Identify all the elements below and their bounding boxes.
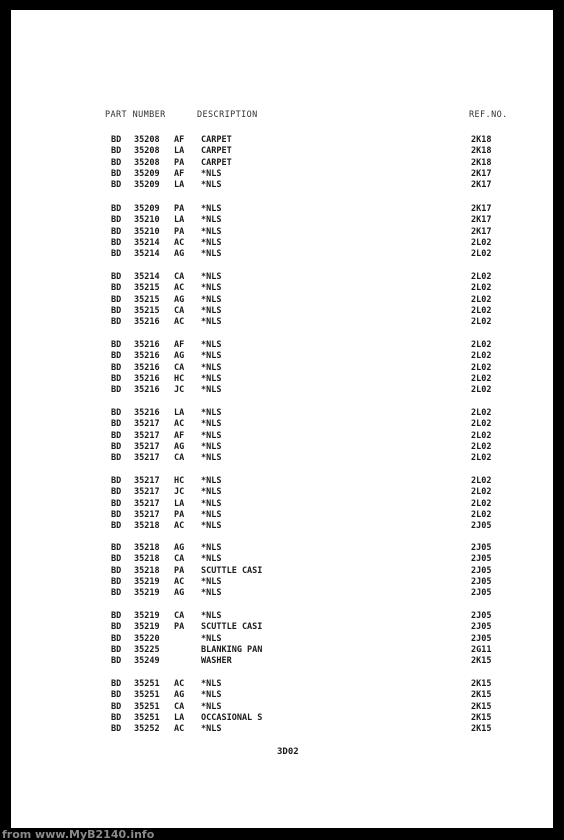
part-number: 35219 bbox=[134, 611, 160, 621]
list-item bbox=[11, 611, 511, 622]
part-prefix: BD bbox=[111, 408, 122, 418]
part-prefix: BD bbox=[111, 690, 122, 701]
list-item bbox=[11, 135, 511, 146]
ref-number: 2K17 bbox=[471, 180, 492, 191]
ref-number: 2L02 bbox=[471, 272, 492, 282]
list-item bbox=[11, 453, 511, 464]
list-item bbox=[11, 521, 511, 532]
description-header: DESCRIPTION bbox=[197, 110, 258, 120]
part-description: *NLS bbox=[201, 373, 222, 384]
part-description: *NLS bbox=[201, 340, 222, 350]
list-item bbox=[11, 499, 511, 510]
ref-number: 2L02 bbox=[471, 351, 492, 362]
part-prefix: BD bbox=[111, 226, 122, 237]
part-suffix: CA bbox=[174, 272, 185, 282]
part-description: *NLS bbox=[201, 430, 222, 441]
list-item bbox=[11, 622, 511, 633]
part-suffix: HC bbox=[174, 373, 185, 384]
part-number: 35209 bbox=[134, 204, 160, 214]
part-description: *NLS bbox=[201, 362, 222, 373]
part-number: 35217 bbox=[134, 430, 160, 441]
part-prefix: BD bbox=[111, 283, 122, 294]
ref-number: 2K17 bbox=[471, 226, 492, 237]
part-number: 35216 bbox=[134, 385, 160, 396]
part-suffix: LA bbox=[174, 712, 185, 723]
list-item bbox=[11, 510, 511, 521]
part-number: 35217 bbox=[134, 453, 160, 464]
list-item bbox=[11, 713, 511, 724]
part-description: SCUTTLE CASI bbox=[201, 622, 263, 633]
part-number: 35251 bbox=[134, 712, 160, 723]
part-description: *NLS bbox=[201, 498, 222, 509]
part-description: *NLS bbox=[201, 317, 222, 328]
ref-number: 2K15 bbox=[471, 690, 492, 701]
part-suffix: PA bbox=[174, 204, 185, 214]
ref-number: 2K15 bbox=[471, 656, 492, 667]
part-number: 35252 bbox=[134, 724, 160, 735]
part-suffix: CA bbox=[174, 701, 185, 712]
part-description: *NLS bbox=[201, 283, 222, 294]
part-prefix: BD bbox=[111, 611, 122, 621]
part-prefix: BD bbox=[111, 487, 122, 498]
part-suffix: AF bbox=[174, 168, 185, 179]
part-suffix: AC bbox=[174, 521, 185, 532]
part-prefix: BD bbox=[111, 622, 122, 633]
part-suffix: AF bbox=[174, 340, 185, 350]
ref-number: 2J05 bbox=[471, 543, 492, 553]
part-number: 35209 bbox=[134, 168, 160, 179]
microfiche-page bbox=[11, 10, 553, 828]
part-suffix: AC bbox=[174, 679, 185, 689]
part-suffix: AF bbox=[174, 135, 185, 145]
part-suffix: PA bbox=[174, 565, 185, 576]
ref-number: 2L02 bbox=[471, 362, 492, 373]
part-prefix: BD bbox=[111, 441, 122, 452]
ref-number: 2K17 bbox=[471, 168, 492, 179]
list-item bbox=[11, 158, 511, 169]
part-prefix: BD bbox=[111, 237, 122, 248]
svg-text:from www.MyB2140.info: from www.MyB2140.info bbox=[2, 828, 155, 840]
list-item bbox=[11, 656, 511, 667]
part-prefix: BD bbox=[111, 362, 122, 373]
part-description: *NLS bbox=[201, 441, 222, 452]
part-description: *NLS bbox=[201, 408, 222, 418]
part-number: 35216 bbox=[134, 317, 160, 328]
part-prefix: BD bbox=[111, 249, 122, 260]
part-prefix: BD bbox=[111, 272, 122, 282]
fiche-reference: 3D02 bbox=[277, 747, 299, 757]
part-description: *NLS bbox=[201, 453, 222, 464]
list-item bbox=[11, 554, 511, 565]
part-number: 35220 bbox=[134, 633, 160, 644]
part-number: 35216 bbox=[134, 340, 160, 350]
part-number: 35218 bbox=[134, 543, 160, 553]
part-prefix: BD bbox=[111, 215, 122, 226]
part-prefix: BD bbox=[111, 644, 122, 655]
part-description: *NLS bbox=[201, 204, 222, 214]
part-number: 35216 bbox=[134, 351, 160, 362]
part-description: WASHER bbox=[201, 656, 232, 667]
part-description: *NLS bbox=[201, 419, 222, 430]
part-description: CARPET bbox=[201, 146, 232, 157]
list-item bbox=[11, 272, 511, 283]
part-prefix: BD bbox=[111, 701, 122, 712]
part-prefix: BD bbox=[111, 135, 122, 145]
ref-number: 2K15 bbox=[471, 701, 492, 712]
part-suffix: LA bbox=[174, 498, 185, 509]
part-prefix: BD bbox=[111, 340, 122, 350]
list-item bbox=[11, 295, 511, 306]
part-description: *NLS bbox=[201, 521, 222, 532]
part-description: *NLS bbox=[201, 180, 222, 191]
part-suffix: AG bbox=[174, 294, 185, 305]
part-number: 35217 bbox=[134, 476, 160, 486]
ref-number: 2L02 bbox=[471, 476, 492, 486]
part-number: 35214 bbox=[134, 237, 160, 248]
part-suffix: LA bbox=[174, 146, 185, 157]
part-number: 35210 bbox=[134, 215, 160, 226]
part-suffix: LA bbox=[174, 408, 185, 418]
part-prefix: BD bbox=[111, 180, 122, 191]
list-item bbox=[11, 577, 511, 588]
part-number: 35251 bbox=[134, 679, 160, 689]
ref-number: 2J05 bbox=[471, 611, 492, 621]
part-prefix: BD bbox=[111, 305, 122, 316]
list-item bbox=[11, 385, 511, 396]
list-item bbox=[11, 679, 511, 690]
part-number: 35219 bbox=[134, 576, 160, 587]
list-item bbox=[11, 340, 511, 351]
column-headers bbox=[105, 110, 515, 121]
part-description: *NLS bbox=[201, 237, 222, 248]
part-suffix: AG bbox=[174, 249, 185, 260]
list-item bbox=[11, 487, 511, 498]
part-suffix: AC bbox=[174, 317, 185, 328]
list-item bbox=[11, 227, 511, 238]
part-number: 35208 bbox=[134, 146, 160, 157]
ref-number: 2J05 bbox=[471, 633, 492, 644]
list-item bbox=[11, 374, 511, 385]
ref-number: 2J05 bbox=[471, 565, 492, 576]
part-number: 35208 bbox=[134, 157, 160, 168]
ref-number: 2J05 bbox=[471, 588, 492, 599]
part-description: *NLS bbox=[201, 554, 222, 565]
ref-number: 2K15 bbox=[471, 679, 492, 689]
part-suffix: CA bbox=[174, 362, 185, 373]
part-prefix: BD bbox=[111, 385, 122, 396]
ref-number: 2L02 bbox=[471, 237, 492, 248]
part-description: *NLS bbox=[201, 226, 222, 237]
part-suffix: AG bbox=[174, 351, 185, 362]
ref-number: 2L02 bbox=[471, 487, 492, 498]
part-suffix: AG bbox=[174, 441, 185, 452]
part-description: *NLS bbox=[201, 633, 222, 644]
part-description: *NLS bbox=[201, 543, 222, 553]
ref-number: 2L02 bbox=[471, 249, 492, 260]
ref-number: 2L02 bbox=[471, 283, 492, 294]
ref-number: 2J05 bbox=[471, 554, 492, 565]
part-suffix: PA bbox=[174, 157, 185, 168]
list-item bbox=[11, 645, 511, 656]
ref-number: 2J05 bbox=[471, 576, 492, 587]
part-prefix: BD bbox=[111, 351, 122, 362]
part-number: 35216 bbox=[134, 373, 160, 384]
part-prefix: BD bbox=[111, 543, 122, 553]
ref-number: 2K15 bbox=[471, 724, 492, 735]
ref-no-header: REF.NO. bbox=[469, 110, 508, 120]
list-item bbox=[11, 180, 511, 191]
list-item bbox=[11, 249, 511, 260]
part-suffix: CA bbox=[174, 611, 185, 621]
part-number: 35249 bbox=[134, 656, 160, 667]
part-description: *NLS bbox=[201, 588, 222, 599]
part-description: CARPET bbox=[201, 135, 232, 145]
part-description: SCUTTLE CASI bbox=[201, 565, 263, 576]
list-item bbox=[11, 431, 511, 442]
list-item bbox=[11, 543, 511, 554]
ref-number: 2K18 bbox=[471, 146, 492, 157]
list-item bbox=[11, 351, 511, 362]
part-number: 35251 bbox=[134, 690, 160, 701]
ref-number: 2K17 bbox=[471, 204, 492, 214]
part-prefix: BD bbox=[111, 373, 122, 384]
part-number: 35217 bbox=[134, 487, 160, 498]
part-prefix: BD bbox=[111, 157, 122, 168]
part-number: 35217 bbox=[134, 498, 160, 509]
part-prefix: BD bbox=[111, 724, 122, 735]
part-suffix: AC bbox=[174, 237, 185, 248]
part-prefix: BD bbox=[111, 633, 122, 644]
part-number: 35217 bbox=[134, 509, 160, 520]
part-suffix: AC bbox=[174, 283, 185, 294]
list-item bbox=[11, 588, 511, 599]
part-description: *NLS bbox=[201, 272, 222, 282]
part-number: 35215 bbox=[134, 283, 160, 294]
part-number: 35251 bbox=[134, 701, 160, 712]
list-item bbox=[11, 317, 511, 328]
part-prefix: BD bbox=[111, 554, 122, 565]
part-prefix: BD bbox=[111, 204, 122, 214]
part-description: *NLS bbox=[201, 351, 222, 362]
ref-number: 2L02 bbox=[471, 294, 492, 305]
list-item bbox=[11, 238, 511, 249]
ref-number: 2K15 bbox=[471, 712, 492, 723]
ref-number: 2J05 bbox=[471, 521, 492, 532]
part-number: 35225 bbox=[134, 644, 160, 655]
part-number: 35214 bbox=[134, 272, 160, 282]
part-suffix: AF bbox=[174, 430, 185, 441]
part-number: 35215 bbox=[134, 305, 160, 316]
part-description: *NLS bbox=[201, 249, 222, 260]
part-prefix: BD bbox=[111, 656, 122, 667]
part-description: *NLS bbox=[201, 690, 222, 701]
list-item bbox=[11, 306, 511, 317]
part-number: 35219 bbox=[134, 588, 160, 599]
part-number: 35219 bbox=[134, 622, 160, 633]
part-suffix: PA bbox=[174, 622, 185, 633]
list-item bbox=[11, 169, 511, 180]
part-number: 35210 bbox=[134, 226, 160, 237]
part-description: *NLS bbox=[201, 476, 222, 486]
part-number: 35218 bbox=[134, 521, 160, 532]
ref-number: 2K18 bbox=[471, 135, 492, 145]
part-prefix: BD bbox=[111, 168, 122, 179]
list-item bbox=[11, 634, 511, 645]
part-suffix: JC bbox=[174, 487, 185, 498]
part-number-header: PART NUMBER bbox=[105, 110, 166, 120]
part-description: *NLS bbox=[201, 509, 222, 520]
list-item bbox=[11, 442, 511, 453]
part-prefix: BD bbox=[111, 712, 122, 723]
part-suffix: AC bbox=[174, 724, 185, 735]
part-prefix: BD bbox=[111, 588, 122, 599]
part-description: *NLS bbox=[201, 294, 222, 305]
list-item bbox=[11, 283, 511, 294]
part-number: 35209 bbox=[134, 180, 160, 191]
part-description: *NLS bbox=[201, 385, 222, 396]
part-description: *NLS bbox=[201, 487, 222, 498]
part-suffix: AG bbox=[174, 690, 185, 701]
part-number: 35217 bbox=[134, 441, 160, 452]
part-prefix: BD bbox=[111, 679, 122, 689]
ref-number: 2L02 bbox=[471, 305, 492, 316]
part-description: *NLS bbox=[201, 215, 222, 226]
part-prefix: BD bbox=[111, 565, 122, 576]
part-prefix: BD bbox=[111, 509, 122, 520]
ref-number: 2K18 bbox=[471, 157, 492, 168]
part-number: 35216 bbox=[134, 408, 160, 418]
ref-number: 2G11 bbox=[471, 644, 492, 655]
ref-number: 2L02 bbox=[471, 419, 492, 430]
part-description: *NLS bbox=[201, 576, 222, 587]
list-item bbox=[11, 702, 511, 713]
ref-number: 2L02 bbox=[471, 385, 492, 396]
part-suffix: AG bbox=[174, 588, 185, 599]
part-description: BLANKING PAN bbox=[201, 644, 263, 655]
ref-number: 2L02 bbox=[471, 408, 492, 418]
part-prefix: BD bbox=[111, 430, 122, 441]
part-number: 35218 bbox=[134, 554, 160, 565]
ref-number: 2L02 bbox=[471, 430, 492, 441]
part-suffix: CA bbox=[174, 554, 185, 565]
ref-number: 2J05 bbox=[471, 622, 492, 633]
ref-number: 2L02 bbox=[471, 498, 492, 509]
part-number: 35218 bbox=[134, 565, 160, 576]
part-prefix: BD bbox=[111, 146, 122, 157]
part-number: 35214 bbox=[134, 249, 160, 260]
part-suffix: CA bbox=[174, 305, 185, 316]
ref-number: 2L02 bbox=[471, 373, 492, 384]
part-number: 35216 bbox=[134, 362, 160, 373]
part-suffix: AC bbox=[174, 419, 185, 430]
part-suffix: LA bbox=[174, 180, 185, 191]
part-suffix: AG bbox=[174, 543, 185, 553]
list-item bbox=[11, 363, 511, 374]
part-description: *NLS bbox=[201, 611, 222, 621]
part-suffix: JC bbox=[174, 385, 185, 396]
list-item bbox=[11, 215, 511, 226]
part-description: CARPET bbox=[201, 157, 232, 168]
part-number: 35217 bbox=[134, 419, 160, 430]
part-description: *NLS bbox=[201, 724, 222, 735]
list-item bbox=[11, 566, 511, 577]
part-prefix: BD bbox=[111, 419, 122, 430]
list-item bbox=[11, 204, 511, 215]
part-suffix: PA bbox=[174, 509, 185, 520]
part-description: *NLS bbox=[201, 168, 222, 179]
part-description: *NLS bbox=[201, 305, 222, 316]
ref-number: 2L02 bbox=[471, 509, 492, 520]
part-number: 35208 bbox=[134, 135, 160, 145]
part-description: OCCASIONAL S bbox=[201, 712, 263, 723]
part-prefix: BD bbox=[111, 453, 122, 464]
part-prefix: BD bbox=[111, 317, 122, 328]
part-suffix: PA bbox=[174, 226, 185, 237]
part-suffix: CA bbox=[174, 453, 185, 464]
part-suffix: HC bbox=[174, 476, 185, 486]
list-item bbox=[11, 724, 511, 735]
ref-number: 2K17 bbox=[471, 215, 492, 226]
list-item bbox=[11, 146, 511, 157]
part-description: *NLS bbox=[201, 679, 222, 689]
part-prefix: BD bbox=[111, 476, 122, 486]
part-description: *NLS bbox=[201, 701, 222, 712]
list-item bbox=[11, 408, 511, 419]
part-prefix: BD bbox=[111, 294, 122, 305]
part-suffix: AC bbox=[174, 576, 185, 587]
list-item bbox=[11, 690, 511, 701]
ref-number: 2L02 bbox=[471, 441, 492, 452]
ref-number: 2L02 bbox=[471, 317, 492, 328]
watermark bbox=[0, 828, 200, 840]
part-prefix: BD bbox=[111, 576, 122, 587]
part-prefix: BD bbox=[111, 498, 122, 509]
ref-number: 2L02 bbox=[471, 340, 492, 350]
part-suffix: LA bbox=[174, 215, 185, 226]
part-prefix: BD bbox=[111, 521, 122, 532]
ref-number: 2L02 bbox=[471, 453, 492, 464]
part-number: 35215 bbox=[134, 294, 160, 305]
list-item bbox=[11, 476, 511, 487]
list-item bbox=[11, 419, 511, 430]
